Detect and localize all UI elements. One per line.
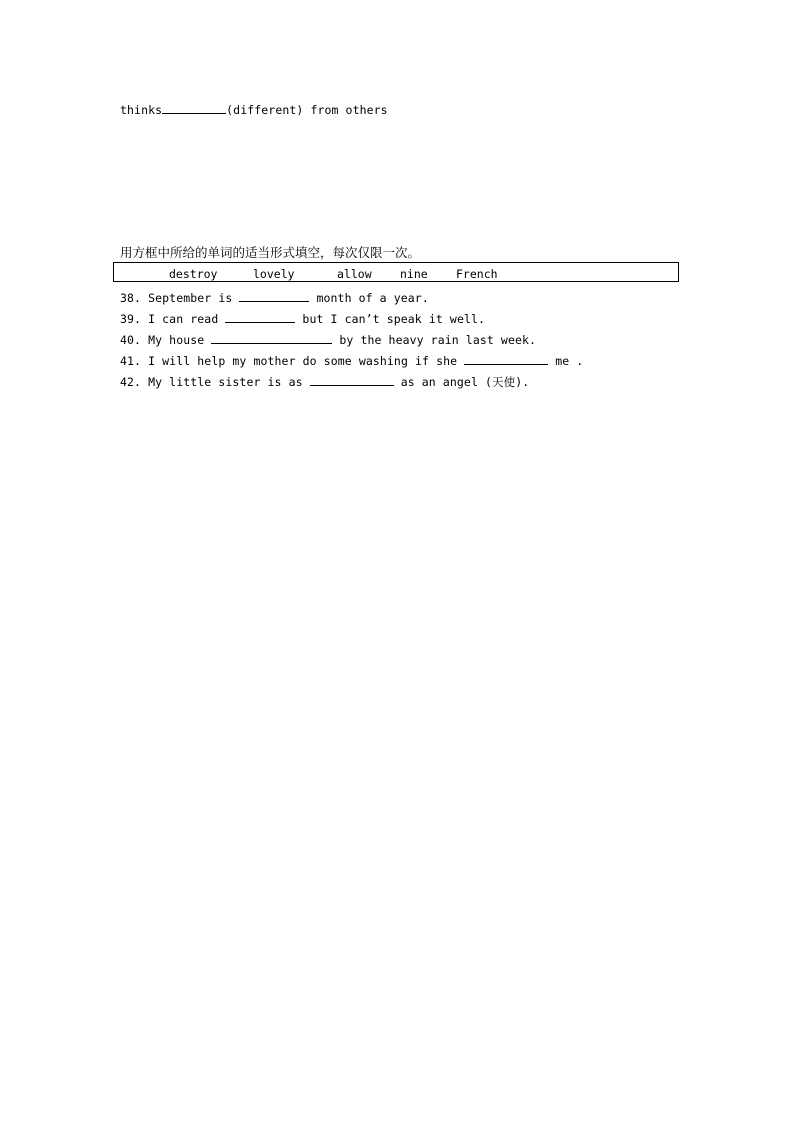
answer-blank[interactable]: [162, 102, 226, 114]
question-text-after: by the heavy rain last week.: [339, 333, 537, 347]
answer-blank[interactable]: [310, 374, 394, 386]
question-number: 38.: [120, 291, 142, 305]
top-line-before: thinks: [120, 103, 163, 117]
question-number: 42.: [120, 375, 142, 389]
question-40: [120, 332, 536, 347]
question-text-before: I will help my mother do some washing if she: [148, 354, 458, 368]
answer-blank[interactable]: [464, 353, 548, 365]
word-bank-item: destroy: [169, 267, 218, 281]
top-line-hint: (different) from others: [226, 103, 388, 117]
question-text-after: as an angel (天使).: [400, 375, 530, 389]
word-bank-box: [113, 262, 679, 282]
word-bank-item: French: [456, 267, 498, 281]
answer-blank[interactable]: [239, 290, 309, 302]
word-bank-item: nine: [400, 267, 428, 281]
question-39: [120, 311, 485, 326]
question-text-before: My house: [148, 333, 205, 347]
question-41: [120, 353, 583, 368]
question-text-after: month of a year.: [316, 291, 429, 305]
question-number: 39.: [120, 312, 142, 326]
question-text-after: me .: [555, 354, 584, 368]
question-number: 41.: [120, 354, 142, 368]
question-text-after: but I can’t speak it well.: [302, 312, 486, 326]
word-bank-item: allow: [337, 267, 372, 281]
answer-blank[interactable]: [225, 311, 295, 323]
question-text-before: I can read: [148, 312, 219, 326]
answer-blank[interactable]: [211, 332, 332, 344]
question-text-before: My little sister is as: [148, 375, 303, 389]
question-38: [120, 290, 429, 305]
fill-in-line-top: [120, 102, 388, 117]
section-instruction: 用方框中所给的单词的适当形式填空，每次仅限一次。: [120, 245, 421, 260]
question-text-before: September is: [148, 291, 233, 305]
word-bank-item: lovely: [253, 267, 295, 281]
question-number: 40.: [120, 333, 142, 347]
question-42: [120, 374, 529, 389]
